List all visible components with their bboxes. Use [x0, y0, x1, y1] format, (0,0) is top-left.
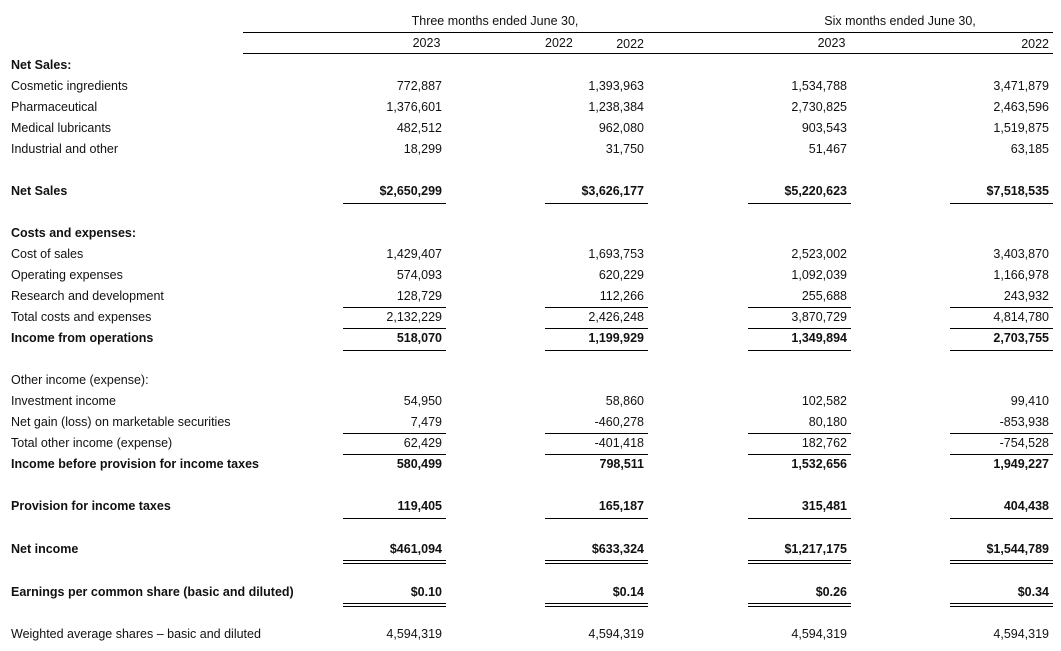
section-label: Net Sales:: [11, 58, 72, 72]
cell: 2,132,229: [386, 310, 442, 324]
table-row: [0, 139, 1061, 160]
cell: 1,393,963: [588, 79, 644, 93]
cell: 1,199,929: [588, 331, 644, 345]
total-row-eps: [0, 582, 1061, 603]
total-row-income-operations: [0, 328, 1061, 349]
cell: 4,594,319: [588, 627, 644, 641]
underline: [950, 203, 1053, 204]
cell: 315,481: [801, 499, 847, 513]
cell: 404,438: [1003, 499, 1049, 513]
row-label: Net Sales: [11, 184, 68, 198]
cell: $461,094: [389, 542, 442, 556]
cell: 518,070: [396, 331, 442, 345]
row-label: Medical lubricants: [11, 121, 112, 135]
cell: 2,426,248: [588, 310, 644, 324]
section-heading: [0, 55, 1061, 76]
cell: 63,185: [1010, 142, 1049, 156]
cell: 962,080: [598, 121, 644, 135]
row-label: Operating expenses: [11, 268, 123, 282]
table-row: [0, 76, 1061, 97]
cell: 4,814,780: [993, 310, 1049, 324]
table-row: [0, 97, 1061, 118]
header-rule: [243, 32, 1053, 33]
total-row-income-before-tax: [0, 454, 1061, 475]
cell: $1,217,175: [784, 542, 847, 556]
cell: 482,512: [396, 121, 442, 135]
double-underline: [545, 603, 648, 607]
row-label: Research and development: [11, 289, 164, 303]
underline: [545, 203, 648, 204]
row-label: Net gain (loss) on marketable securities: [11, 415, 231, 429]
year-header: 2023: [412, 36, 441, 50]
row-label: Weighted average shares – basic and diluted: [11, 627, 261, 641]
cell: 1,532,656: [791, 457, 847, 471]
header-rule: [243, 53, 1053, 54]
table-row: [0, 412, 1061, 433]
cell: 128,729: [396, 289, 442, 303]
cell: 1,376,601: [386, 100, 442, 114]
cell: 119,405: [397, 499, 442, 513]
cell: 1,949,227: [993, 457, 1049, 471]
table-row: [0, 118, 1061, 139]
cell: 2,730,825: [791, 100, 847, 114]
cell: $0.26: [815, 585, 847, 599]
cell: 58,860: [605, 394, 644, 408]
cell: $0.14: [612, 585, 644, 599]
underline: [950, 350, 1053, 351]
cell: $0.34: [1017, 585, 1049, 599]
cell: 102,582: [801, 394, 847, 408]
cell: 798,511: [599, 457, 644, 471]
year-header: 2022: [616, 37, 644, 51]
cell: 620,229: [598, 268, 644, 282]
cell: $2,650,299: [379, 184, 442, 198]
total-row-provision: [0, 496, 1061, 517]
cell: -460,278: [594, 415, 644, 429]
underline: [343, 203, 446, 204]
cell: 1,534,788: [791, 79, 847, 93]
row-label: Total other income (expense): [11, 436, 173, 450]
cell: $0.10: [410, 585, 442, 599]
cell: 31,750: [605, 142, 644, 156]
cell: -853,938: [999, 415, 1049, 429]
double-underline: [343, 560, 446, 564]
table-row: [0, 265, 1061, 286]
cell: 80,180: [808, 415, 847, 429]
section-heading: [0, 223, 1061, 244]
row-label: Net income: [11, 542, 79, 556]
total-row-net-sales: [0, 181, 1061, 202]
double-underline: [748, 560, 851, 564]
cell: 1,429,407: [386, 247, 442, 261]
row-label: Income from operations: [11, 331, 154, 345]
row-label: Earnings per common share (basic and diluted): [11, 585, 294, 599]
cell: 2,703,755: [993, 331, 1049, 345]
cell: 772,887: [396, 79, 442, 93]
total-row-net-income: [0, 539, 1061, 560]
row-label: Income before provision for income taxes: [11, 457, 259, 471]
underline: [545, 518, 648, 519]
period-header-six-months: Six months ended June 30,: [824, 14, 976, 28]
double-underline: [950, 603, 1053, 607]
cell: $1,544,789: [986, 542, 1049, 556]
cell: 1,519,875: [993, 121, 1049, 135]
cell: 18,299: [403, 142, 442, 156]
row-label: Pharmaceutical: [11, 100, 98, 114]
row-label: Industrial and other: [11, 142, 119, 156]
table-row: [0, 244, 1061, 265]
cell: 1,238,384: [588, 100, 644, 114]
cell: 182,762: [801, 436, 847, 450]
cell: 112,266: [599, 289, 644, 303]
cell: 4,594,319: [993, 627, 1049, 641]
double-underline: [343, 603, 446, 607]
cell: 255,688: [801, 289, 847, 303]
cell: 1,693,753: [588, 247, 644, 261]
cell: 2,523,002: [791, 247, 847, 261]
underline: [748, 518, 851, 519]
cell: 1,166,978: [993, 268, 1049, 282]
cell: 574,093: [396, 268, 442, 282]
cell: 99,410: [1010, 394, 1049, 408]
cell: 1,349,894: [791, 331, 847, 345]
cell: -754,528: [999, 436, 1049, 450]
cell: 3,471,879: [993, 79, 1049, 93]
section-label: Other income (expense):: [11, 373, 149, 387]
section-heading: [0, 370, 1061, 391]
section-label: Costs and expenses:: [11, 226, 137, 240]
row-label: Cost of sales: [11, 247, 84, 261]
cell: 4,594,319: [386, 627, 442, 641]
period-header-three-months: Three months ended June 30,: [411, 14, 579, 28]
cell: 62,429: [403, 436, 442, 450]
table-row: [0, 391, 1061, 412]
underline: [748, 203, 851, 204]
table-row: [0, 286, 1061, 307]
cell: 2,463,596: [993, 100, 1049, 114]
double-underline: [545, 560, 648, 564]
subtotal-row: [0, 307, 1061, 328]
cell: -401,418: [594, 436, 644, 450]
cell: 243,932: [1003, 289, 1049, 303]
cell: 3,403,870: [993, 247, 1049, 261]
underline: [545, 350, 648, 351]
cell: 903,543: [801, 121, 847, 135]
cell: 4,594,319: [791, 627, 847, 641]
table-row: [0, 624, 1061, 645]
cell: 1,092,039: [791, 268, 847, 282]
cell: $5,220,623: [784, 184, 847, 198]
cell: 3,870,729: [791, 310, 847, 324]
year-header: 2023: [817, 36, 846, 50]
underline: [343, 350, 446, 351]
row-label: Total costs and expenses: [11, 310, 152, 324]
underline: [748, 350, 851, 351]
cell: 165,187: [598, 499, 644, 513]
cell: $3,626,177: [581, 184, 644, 198]
cell: 54,950: [403, 394, 442, 408]
underline: [343, 518, 446, 519]
year-header: 2022: [1021, 37, 1049, 51]
double-underline: [950, 560, 1053, 564]
cell: 7,479: [410, 415, 442, 429]
row-label: Investment income: [11, 394, 116, 408]
underline: [950, 518, 1053, 519]
cell: $7,518,535: [986, 184, 1049, 198]
cell: 51,467: [808, 142, 847, 156]
double-underline: [748, 603, 851, 607]
row-label: Provision for income taxes: [11, 499, 171, 513]
cell: $633,324: [591, 542, 644, 556]
cell: 580,499: [396, 457, 442, 471]
row-label: Cosmetic ingredients: [11, 79, 128, 93]
subtotal-row: [0, 433, 1061, 454]
